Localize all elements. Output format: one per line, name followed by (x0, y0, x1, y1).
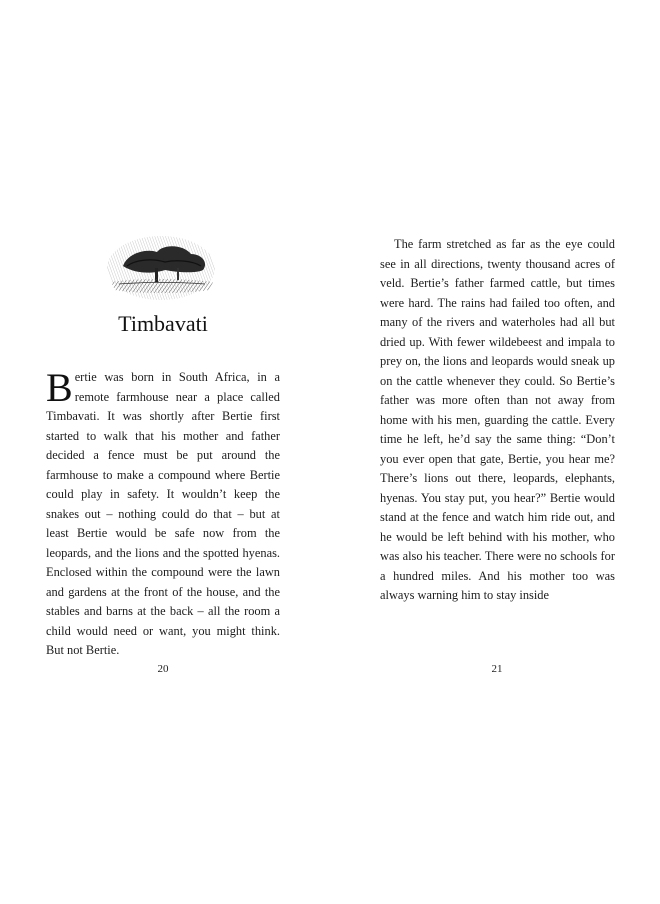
page-number-right: 21 (491, 663, 503, 675)
left-page-paragraph: ertie was born in South Africa, in a remote farmhouse near a place called Timbavati. It was shortly after Bertie first started to walk that his mother and father decided a fence must be put around the farmhouse to make a compound where Bertie could play in safety. It wouldn’t keep the snakes out – nothing could do that – but at least Bertie would be safe now from the leopards, and the lions and the spotted hyenas. Enclosed within the compound were the lawn and gardens at the front of the house, and the stables and barns at the back – all the room a child would need or want, you might think. But not Bertie. (46, 370, 280, 657)
drop-cap: B (46, 365, 73, 410)
right-page-body (380, 235, 615, 606)
savanna-tree-engraving-icon (105, 232, 217, 302)
left-page-body (46, 365, 280, 661)
page-number-left: 20 (157, 663, 169, 675)
chapter-title: Timbavati (118, 311, 208, 336)
right-page-paragraph: The farm stretched as far as the eye could see in all directions, twenty thousand acres of veld. Bertie’s father farmed cattle, but times were hard. The rains had failed too often, and many of the rivers and waterholes had all but dried up. With fewer wildebeest and impala to prey on, the lions and leopards would sneak up on the cattle whenever they could. So Bertie’s father was more often than not away from home with his men, guarding the cattle. Every time he left, he’d say the same thing: “Don’t you ever open that gate, Bertie, you hear me? There’s lions out there, leopards, elephants, hyenas. You stay put, you hear?” Bertie would stand at the fence and watch him ride out, and he would be left behind with his mother, who was also his teacher. There were no schools for a hundred miles. And his mother too was always warning him to stay inside (380, 237, 615, 602)
